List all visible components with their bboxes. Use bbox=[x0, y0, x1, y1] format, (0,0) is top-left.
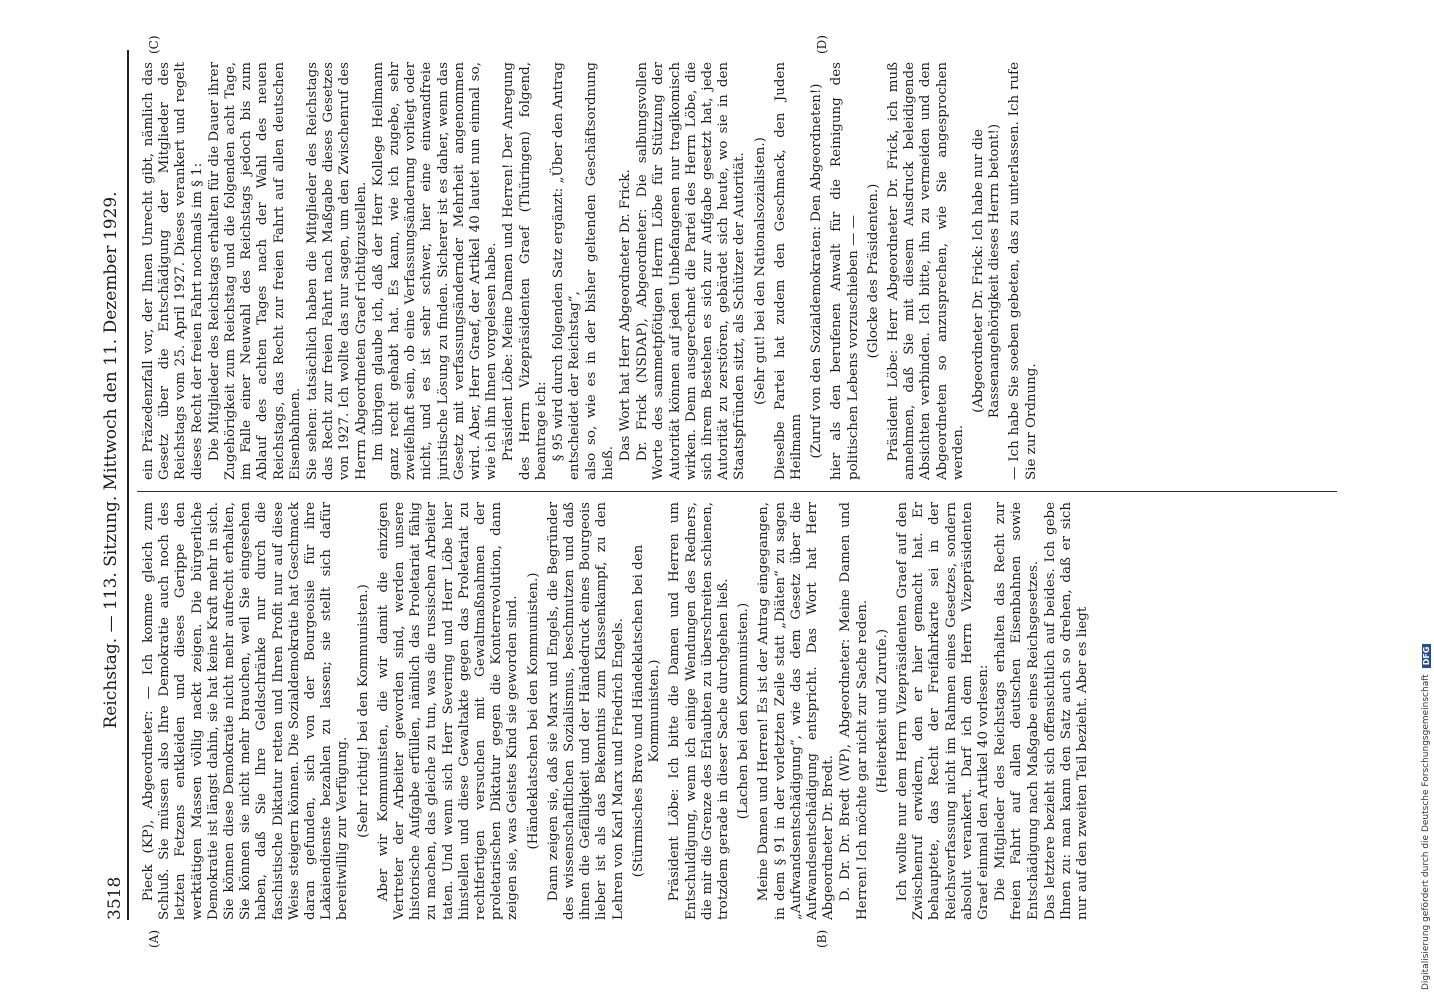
speech-paragraph: also so, wie es in der bisher geltenden Geschäftsordnung hieß. bbox=[584, 62, 616, 480]
margin-mark-b: (B) bbox=[815, 929, 829, 948]
speech-paragraph: Sie sehen: tatsächlich haben die Mitglieder des Reichstags das Recht zur freien Fahrt nach Maßgabe dieses Gesetzes von 1927. Ich wollte das nur sagen, um den Zwischenruf des Herrn Abgeordneten Graef richtigzustellen. bbox=[305, 62, 369, 480]
stamp-text: Digitalisierung gefördert durch die Deutsche Forschungsgemeinschaft bbox=[1421, 674, 1431, 990]
left-column bbox=[141, 502, 1341, 920]
page-number: 3518 bbox=[105, 876, 125, 920]
speech-paragraph: Präsident Löbe: Meine Damen und Herren! Der Anregung des Herrn Vizepräsidenten Graef (Thüringen) folgend, beantrage ich: bbox=[501, 62, 549, 480]
digitization-stamp bbox=[1418, 10, 1434, 990]
interjection: (Händeklatschen bei den Kommunisten.) bbox=[525, 572, 541, 850]
right-column bbox=[141, 62, 1341, 480]
column-divider bbox=[137, 491, 1337, 492]
interjection: (Lachen bei den Kommunisten.) bbox=[736, 602, 752, 820]
margin-mark-c: (C) bbox=[147, 35, 161, 54]
interjection: (Abgeordneter Dr. Frick: Ich habe nur die Rassenangehörigkeit dieses Herrn betont!) bbox=[970, 123, 1003, 419]
interjection: (Sehr richtig! bei den Kommunisten.) bbox=[355, 584, 371, 838]
quoted-article: Die Mitglieder des Reichstags erhalten für die Dauer ihrer Zugehörigkeit zum Reichstag und die folgenden acht Tage, im Falle einer Neuwahl des Reichstags jedoch bis zum Ablauf des achten Tages nach der Wahl des neuen Reichstags, das Recht zur freien Fahrt auf allen deutschen Eisenbahnen. bbox=[206, 62, 303, 480]
scanned-page bbox=[85, 0, 1419, 1000]
interjection: (Stürmisches Bravo und Händeklatschen bei den Kommunisten.) bbox=[630, 544, 663, 878]
speech-paragraph: Pieck (KP), Abgeordneter: — Ich komme gleich zum Schluß. Sie müssen also Ihre Demokratie auch noch des letzten Fetzens entkleiden und dieses Gerippe den werktätigen Massen völlig nackt zeigen. Die bürgerliche Demokratie ist längst dahin, sie hat keine Kraft mehr in sich. Sie können diese Demokratie nicht mehr aufrecht erhalten, Sie können sie nicht mehr brauchen, weil Sie eingesehen haben, daß Sie Ihre Geldschränke nur durch die faschistische Diktatur retten und Ihren Profit nur auf diese Weise steigern können. Die Sozialdemokratie hat Geschmack daran gefunden, sich von der Bourgeoisie für ihre Lakaiendienste bezahlen zu lassen; sie stellt sich dafür bereitwillig zur Verfügung. bbox=[141, 502, 351, 920]
speech-paragraph: Meine Damen und Herren! Es ist der Antrag eingegangen, in dem § 91 in der vorletzten Zeile statt „Diäten“ zu sagen „Aufwandsentschädigung“, wie das dem Gesetz über die Aufwandsentschädigung entspricht. Das Wort hat Herr Abgeordneter Dr. Bredt. bbox=[756, 502, 837, 920]
speech-paragraph: D. Dr. Dr. Bredt (WP), Abgeordneter: Meine Damen und Herren! Ich möchte gar nicht zur Sache reden. bbox=[838, 502, 870, 920]
header-rule bbox=[127, 50, 129, 920]
interjection: (Sehr gut! bei den Nationalsozialisten.) bbox=[752, 137, 768, 405]
margin-mark-a: (A) bbox=[147, 929, 161, 948]
speech-paragraph: Dann zeigen sie, daß sie Marx und Engels, die Begründer des wissenschaftlichen Sozialismus, beschmutzen und daß ihnen die Gefälligkeit und der Händedruck eines Bourgeois lieber ist als das Bekenntnis zum Klassenkampf, zu den Lehren von Karl Marx und Friedrich Engels. bbox=[545, 502, 626, 920]
speech-paragraph: Präsident Löbe: Herr Abgeordneter Dr. Frick, ich muß annehmen, daß Sie mit diesem Ausdruck beleidigende Absichten verbinden. Ich bitte, ihn zu vermeiden und den Abgeordneten so anzusprechen, wie Sie angesprochen werden. bbox=[885, 62, 966, 480]
speech-paragraph: Präsident Löbe: Ich bitte die Damen und Herren um Entschuldigung, wenn ich einige Wendungen des Redners, die mir die Grenze des Erlaubten zu überschreiten schienen, trotzdem gerade in dieser Sache durchgehen ließ. bbox=[667, 502, 731, 920]
running-head: Reichstag. — 113. Sitzung. Mittwoch den 11. Dezember 1929. bbox=[101, 191, 121, 729]
interjection: (Glocke des Präsidenten.) bbox=[865, 183, 881, 359]
speech-paragraph: hier als den berufenen Anwalt für die Reinigung des politischen Lebens vorzuschieben — — bbox=[829, 62, 861, 480]
interjection: (Heiterkeit und Zurufe.) bbox=[874, 628, 890, 794]
speech-paragraph: Das Wort hat Herr Abgeordneter Dr. Frick. bbox=[617, 169, 633, 462]
speech-paragraph: Dieselbe Partei hat zudem den Geschmack, den Juden Heilmann bbox=[772, 62, 804, 480]
margin-mark-d: (D) bbox=[815, 35, 829, 54]
page-header bbox=[95, 60, 125, 920]
speech-paragraph: ein Präzedenzfall vor, der Ihnen Unrecht gibt, nämlich das Gesetz über die Entschädigung der Mitglieder des Reichstags vom 25. April 1927. Dieses verankert und regelt dieses Recht der freien Fahrt nochmals im § 1: bbox=[141, 62, 205, 480]
speech-paragraph: — Ich habe Sie soeben gebeten, das zu unterlassen. Ich rufe Sie zur Ordnung. bbox=[1007, 62, 1039, 480]
motion-text: § 95 wird durch folgenden Satz ergänzt: „Über den Antrag entscheidet der Reichstag“, bbox=[551, 62, 583, 480]
speech-paragraph: Ich wollte nur dem Herrn Vizepräsidenten Graef auf den Zwischenruf erwidern, den er hier gemacht hat. Er behauptete, das Recht der Freifahrkarte sei in der Reichsverfassung nicht im Rahmen eines Gesetzes, sondern absolut verankert. Darf ich dem Herrn Vizepräsidenten Graef einmal den Artikel 40 vorlesen: bbox=[894, 502, 991, 920]
interjection: (Zuruf von den Sozialdemokraten: Den Abgeordneten!) bbox=[809, 83, 825, 459]
speech-paragraph: Dr. Frick (NSDAP), Abgeordneter: Die salbungsvollen Worte des sammetpfötigen Herrn Löbe für Stützung der Autorität können auf jeden Unbefangenen nur tragikomisch wirken. Denn ausgerechnet die Partei des Herrn Löbe, die sich ihrem Bestehen es sich zur Aufgabe gesetzt hat, jede Autorität zu zerstören, gebärdet sich heute, wo sie in den Staatspfründen sitzt, als Schützer der Autorität. bbox=[635, 62, 748, 480]
speech-paragraph: Aber wir Kommunisten, die wir damit die einzigen Vertreter der Arbeiter geworden sind, werden unsere historische Aufgabe erfüllen, nämlich das Proletariat fähig zu machen, das gleiche zu tun, was die russischen Arbeiter taten. Und wenn sich Herr Severing und Herr Löbe hier hinstellen und diese Gewaltakte gegen das Proletariat zu rechtfertigen versuchen mit Gewaltmaßnahmen der proletarischen Diktatur gegen die Konterrevolution, dann zeigen sie, was Geistes Kind sie geworden sind. bbox=[375, 502, 521, 920]
rotated-page-content bbox=[85, 0, 1419, 1000]
speech-paragraph: Das letztere bezieht sich offensichtlich auf beides. Ich gebe Ihnen zu: man kann den Satz auch so drehen, daß er sich nur auf den zweiten Teil bezieht. Aber es liegt bbox=[1042, 502, 1091, 920]
speech-paragraph: Im übrigen glaube ich, daß der Herr Kollege Heilmann ganz recht gehabt hat. Es kann, wie ich zugebe, sehr zweifelhaft sein, ob eine Verfassungsänderung vorliegt oder nicht, und es ist sehr schwer, hier eine einwandfreie juristische Lösung zu finden. Sicherer ist es daher, wenn das Gesetz mit verfassungsändernder Mehrheit angenommen wird. Aber, Herr Graef, der Artikel 40 lautet nun einmal so, wie ich ihn Ihnen vorgelesen habe. bbox=[370, 62, 500, 480]
dfg-logo: DFG bbox=[1422, 644, 1431, 669]
quoted-article: Die Mitglieder des Reichstags erhalten das Recht zur freien Fahrt auf allen deutschen Eisenbahnen sowie Entschädigung nach Maßgabe eines Reichsgesetzes. bbox=[993, 502, 1041, 920]
